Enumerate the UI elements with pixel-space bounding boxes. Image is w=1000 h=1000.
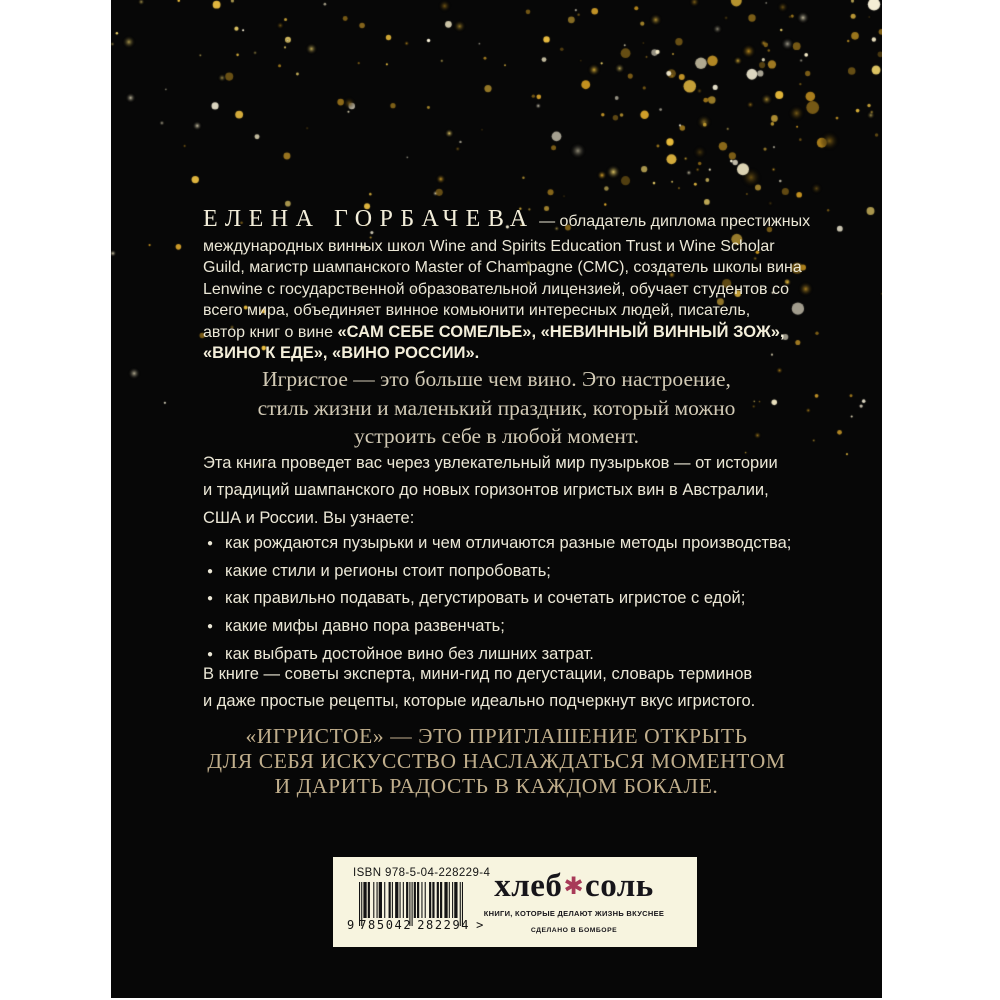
bullet-text: какие мифы давно пора развенчать; (225, 617, 505, 636)
bullet-text: как правильно подавать, дегустировать и сочетать игристое с едой; (225, 589, 746, 608)
quote-block (111, 365, 882, 451)
quote-line: устроить себе в любой момент. (353, 424, 640, 448)
closing-line: «ИГРИСТОЕ» — ЭТО ПРИГЛАШЕНИЕ ОТКРЫТЬ (245, 724, 748, 748)
author-bio-line: Guild, магистр шампанского Master of Champagne (CMC), создатель школы вина (203, 259, 802, 277)
publisher-logo-word: хлеб (494, 868, 563, 904)
closing-line: И ДАРИТЬ РАДОСТЬ В КАЖДОМ БОКАЛЕ. (274, 774, 719, 798)
barcode-digit-group: 282294 (417, 918, 471, 932)
intro-line: и традиций шампанского до новых горизонтов игристых вин в Австралии, (203, 481, 769, 500)
author-bio-line: всего мира, объединяет винное комьюнити интересных людей, писатель, (203, 302, 751, 320)
author-book-titles: «САМ СЕБЕ СОМЕЛЬЕ», «НЕВИННЫЙ ВИННЫЙ ЗОЖ», (337, 322, 785, 341)
bullet-list (207, 531, 791, 670)
author-bio-line: Lenwine с государственной образовательной лицензией, обучает студентов со (203, 280, 790, 298)
author-bio-line (203, 322, 789, 343)
bullet-text: как выбрать достойное вино без лишних затрат. (225, 644, 594, 663)
bullet-item (207, 586, 791, 614)
summary-paragraph (203, 661, 755, 716)
bullet-dot-icon: ● (207, 565, 214, 577)
bullet-dot-icon: ● (207, 593, 214, 605)
book-cover (111, 0, 882, 998)
asterisk-flower-icon: ✱ (563, 872, 585, 900)
intro-line: Эта книга проведет вас через увлекательный мир пузырьков — от истории (203, 454, 778, 472)
publisher-logo-word: соль (585, 868, 654, 904)
publisher-logo (471, 868, 677, 906)
quote-line: Игристое — это больше чем вино. Это настроение, (262, 367, 731, 391)
author-name: ЕЛЕНА ГОРБАЧЕВА (203, 206, 535, 232)
closing-line: ДЛЯ СЕБЯ ИСКУССТВО НАСЛАЖДАТЬСЯ МОМЕНТОМ (207, 749, 786, 773)
summary-line: В книге — советы эксперта, мини-гид по дегустации, словарь терминов (203, 665, 753, 683)
bullet-dot-icon: ● (207, 538, 214, 549)
quote-line: стиль жизни и маленький праздник, который можно (257, 395, 736, 420)
barcode-digits (347, 918, 484, 932)
intro-line: США и России. Вы узнаете: (203, 508, 415, 527)
author-bio-text: — обладатель диплома престижных (534, 213, 811, 230)
publisher-made-in: СДЕЛАНО В БОМБОРЕ (530, 927, 618, 934)
author-bio-text: автор книг о вине (203, 323, 338, 341)
bullet-dot-icon: ● (207, 621, 214, 633)
isbn-label: ISBN 978-5-04-228229-4 (353, 867, 491, 879)
summary-line: и даже простые рецепты, которые идеально подчеркнут вкус игристого. (203, 692, 756, 711)
bullet-item (207, 614, 791, 642)
publisher-tagline: КНИГИ, КОТОРЫЕ ДЕЛАЮТ ЖИЗНЬ ВКУСНЕЕ (483, 909, 665, 918)
barcode-quiet-zone-arrow: > (476, 918, 484, 932)
closing-statement (111, 724, 882, 799)
publisher-block (471, 868, 677, 934)
isbn-publisher-box (333, 857, 697, 947)
author-bio-line: международных винных школ Wine and Spirits Education Trust и Wine Scholar (203, 238, 775, 255)
bullet-text: как рождаются пузырьки и чем отличаются разные методы производства; (225, 534, 792, 552)
bullet-item (207, 559, 791, 587)
author-bio-block (203, 206, 811, 364)
barcode-digit-first: 9 (347, 918, 355, 932)
bullet-dot-icon: ● (207, 648, 214, 660)
bullet-text: какие стили и регионы стоит попробовать; (225, 561, 551, 580)
author-bio-line (203, 343, 789, 364)
barcode-digit-group: 785042 (359, 918, 413, 932)
intro-paragraph (203, 450, 778, 532)
author-bio-line (203, 206, 811, 235)
author-book-titles: «ВИНО К ЕДЕ», «ВИНО РОССИИ». (203, 344, 480, 363)
bullet-item (207, 531, 791, 559)
